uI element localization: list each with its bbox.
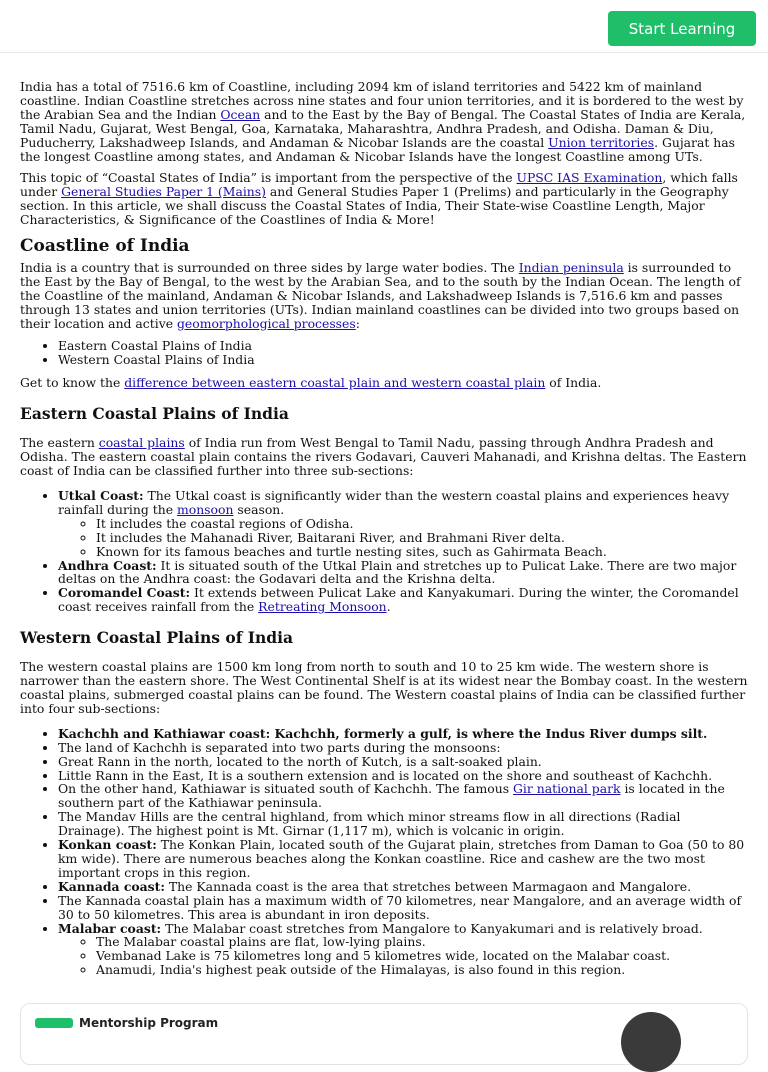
list-item: • The land of Kachchh is separated into two parts during the monsoons: <box>58 741 748 755</box>
list-item: ◦ The Malabar coastal plains are flat, low-lying plains. <box>96 935 748 949</box>
know-difference-paragraph: Get to know the difference between eastern coastal plain and western coastal plain of India. <box>20 375 602 391</box>
malabar-sublist <box>58 935 748 977</box>
list-item: ◦ It includes the coastal regions of Odisha. <box>96 517 748 531</box>
gir-national-park-link[interactable]: Gir national park <box>513 781 621 797</box>
western-paragraph: The western coastal plains are 1500 km long from north to south and 10 to 25 km wide. The western shore is narrower than the eastern shore. The West Continental Shelf is at its widest near the Bombay coast. In the western coastal plains, submerged coastal plains can be found. The Western coastal plains of India can be classified further into four sub-sections: <box>20 659 748 716</box>
coastline-heading: Coastline of India <box>20 236 190 257</box>
list-item: ◦ Vembanad Lake is 75 kilometres long and 5 kilometres wide, located on the Malabar coast. <box>96 949 748 963</box>
mentor-avatar <box>621 1012 681 1072</box>
list-item: • Utkal Coast: The Utkal coast is significantly wider than the western coastal plains and experiences heavy rainfall during the monsoon season. ◦ It includes the coastal regions of Odisha. ◦ It includes the Mahanadi River, Baitarani River, and Brahmani River delta. ◦ Known for its famous beaches and turtle nesting sites, such as Gahirmata Beach. <box>58 489 748 559</box>
western-list <box>20 727 748 977</box>
list-item: ◦ Anamudi, India's highest peak outside of the Himalayas, is also found in this region. <box>96 963 748 977</box>
eastern-heading: Eastern Coastal Plains of India <box>20 404 289 424</box>
monsoon-link[interactable]: monsoon <box>176 501 234 517</box>
list-item: • Coromandel Coast: It extends between Pulicat Lake and Kanyakumari. During the winter, the Coromandel coast receives rainfall from the Retreating Monsoon. <box>58 586 748 614</box>
list-item: • The Kannada coastal plain has a maximum width of 70 kilometres, near Mangalore, and an average width of 30 to 50 kilometres. This area is abundant in iron deposits. <box>58 894 748 922</box>
promo-card-title: Mentorship Program <box>79 1016 219 1030</box>
indian-peninsula-link[interactable]: Indian peninsula <box>518 260 624 276</box>
gs-paper-1-mains-link[interactable]: General Studies Paper 1 (Mains) <box>61 184 266 200</box>
union-territories-link[interactable]: Union territories <box>548 134 655 150</box>
eastern-list <box>20 489 748 614</box>
start-learning-button[interactable]: Start Learning <box>608 11 756 46</box>
promo-card[interactable] <box>20 1003 748 1065</box>
coastal-plains-link[interactable]: coastal plains <box>98 435 185 451</box>
ocean-link[interactable]: Ocean <box>220 106 261 122</box>
list-item: • The Mandav Hills are the central highland, from which minor streams flow in all directions (Radial Drainage). The highest point is Mt. Girnar (1,117 m), which is volcanic in origin. <box>58 810 748 838</box>
coastal-plains-list <box>20 339 748 367</box>
list-item: • Konkan coast: The Konkan Plain, located south of the Gujarat plain, stretches from Daman to Goa (50 to 80 km wide). There are numerous beaches along the Konkan coastline. Rice and cashew are the two most important crops in this region. <box>58 838 748 880</box>
western-heading: Western Coastal Plains of India <box>20 628 294 648</box>
list-item: • Kannada coast: The Kannada coast is the area that stretches between Marmagaon and Mangalore. <box>58 880 748 894</box>
utkal-sublist <box>58 517 748 559</box>
coastline-paragraph: India is a country that is surrounded on three sides by large water bodies. The Indian peninsula is surrounded to the East by the Bay of Bengal, to the west by the Arabian Sea, and to the south by the Indian Ocean. The length of the Coastline of the mainland, Andaman & Nicobar Islands, and Lakshadweep Islands is 7,516.6 km and passes through 13 states and union territories (UTs). Indian mainland coastlines can be divided into two groups based on their location and active geomorphological processes: <box>20 260 741 331</box>
list-item: • Western Coastal Plains of India <box>58 353 748 367</box>
list-item: • Little Rann in the East, It is a southern extension and is located on the shore and southeast of Kachchh. <box>58 769 748 783</box>
list-item: • Malabar coast: The Malabar coast stretches from Mangalore to Kanyakumari and is relatively broad. ◦ The Malabar coastal plains are flat, low-lying plains. ◦ Vembanad Lake is 75 kilometres long and 5 kilometres wide, located on the Malabar coast. ◦ Anamudi, India's highest peak outside of the Himalayas, is also found in this region. <box>58 922 748 978</box>
list-item: ◦ Known for its famous beaches and turtle nesting sites, such as Gahirmata Beach. <box>96 545 748 559</box>
promo-badge <box>35 1018 73 1028</box>
list-item: • Great Rann in the north, located to the north of Kutch, is a salt-soaked plain. <box>58 755 748 769</box>
list-item: • On the other hand, Kathiawar is situated south of Kachchh. The famous Gir national park is located in the southern part of the Kathiawar peninsula. <box>58 782 748 810</box>
list-item: • Kachchh and Kathiawar coast: Kachchh, formerly a gulf, is where the Indus River dumps silt. <box>58 727 748 741</box>
article-body <box>20 80 748 987</box>
list-item: ◦ It includes the Mahanadi River, Baitarani River, and Brahmani River delta. <box>96 531 748 545</box>
upsc-ias-link[interactable]: UPSC IAS Examination <box>516 170 663 186</box>
top-bar <box>0 0 768 53</box>
geomorphological-processes-link[interactable]: geomorphological processes <box>176 315 356 331</box>
retreating-monsoon-link[interactable]: Retreating Monsoon <box>258 599 387 615</box>
eastern-paragraph: The eastern coastal plains of India run from West Bengal to Tamil Nadu, passing through Andhra Pradesh and Odisha. The eastern coastal plain contains the rivers Godavari, Cauveri Mahanadi, and Krishna deltas. The Eastern coast of India can be classified further into three sub-sections: <box>20 435 747 479</box>
intro-paragraph-1: India has a total of 7516.6 km of Coastline, including 2094 km of island territories and 5422 km of mainland coastline. Indian Coastline stretches across nine states and four union territories, and it is bordered to the west by the Arabian Sea and the Indian Ocean and to the East by the Bay of Bengal. The Coastal States of India are Kerala, Tamil Nadu, Gujarat, West Bengal, Goa, Karnataka, Maharashtra, Andhra Pradesh, and Odisha. Daman & Diu, Puducherry, Lakshadweep Islands, and Andaman & Nicobar Islands are the coastal Union territories. Gujarat has the longest Coastline among states, and Andaman & Nicobar Islands have the longest Coastline among UTs. <box>20 79 746 164</box>
difference-link[interactable]: difference between eastern coastal plain and western coastal plain <box>124 375 546 391</box>
list-item: • Eastern Coastal Plains of India <box>58 339 748 353</box>
intro-paragraph-2: This topic of “Coastal States of India” is important from the perspective of the UPSC IAS Examination, which falls under General Studies Paper 1 (Mains) and General Studies Paper 1 (Prelims) and particularly in the Geography section. In this article, we shall discuss the Coastal States of India, Their State-wise Coastline Length, Major Characteristics, & Significance of the Coastlines of India & More! <box>20 170 738 228</box>
list-item: • Andhra Coast: It is situated south of the Utkal Plain and stretches up to Pulicat Lake. There are two major deltas on the Andhra coast: the Godavari delta and the Krishna delta. <box>58 559 748 587</box>
